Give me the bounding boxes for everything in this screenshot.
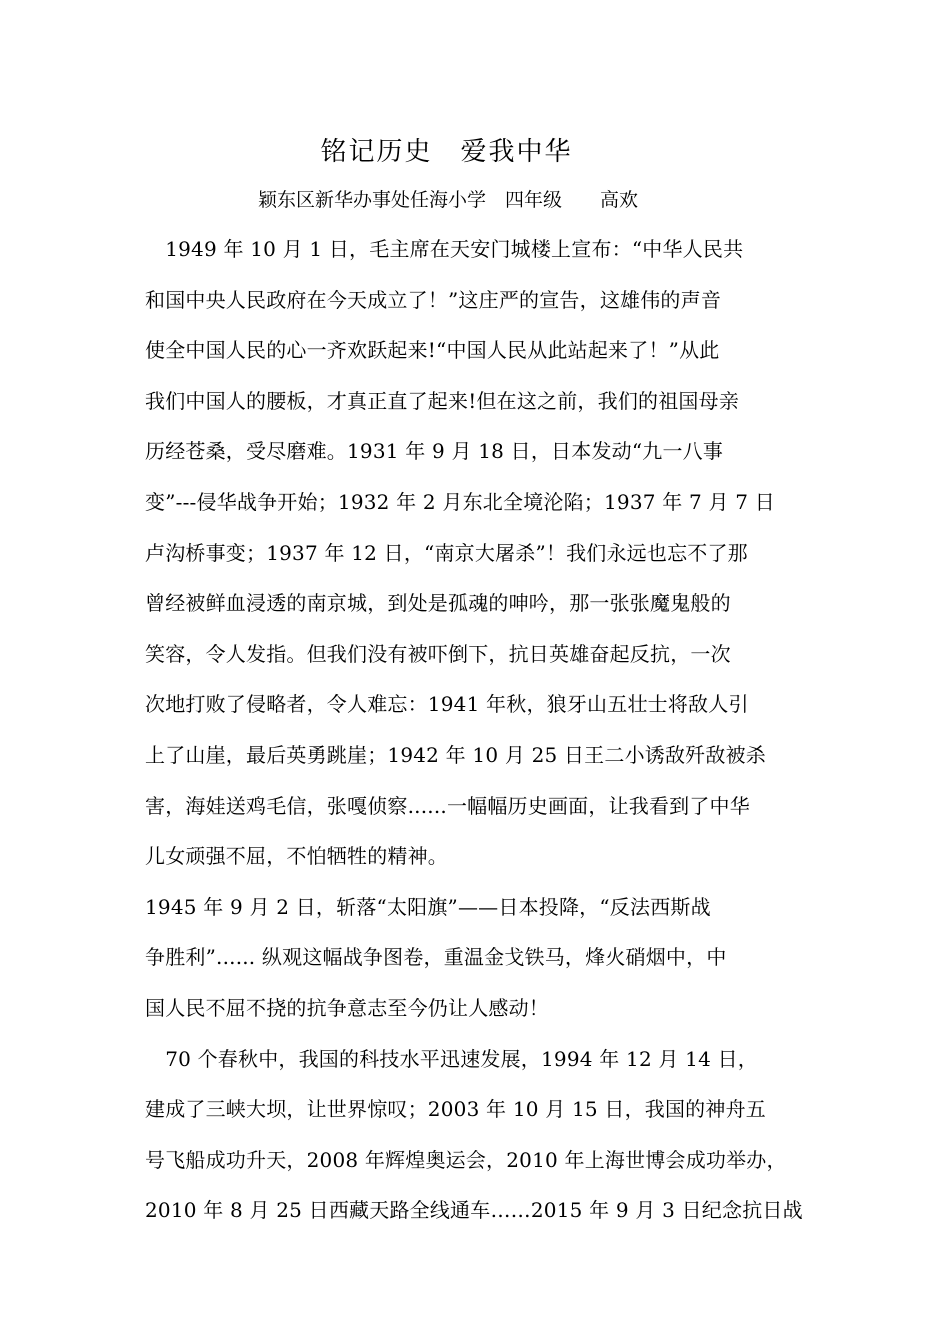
text-line: 70 个春秋中，我国的科技水平迅速发展，1994 年 12 月 14 日， [145, 1046, 758, 1071]
body-text [145, 230, 825, 1242]
text-line: 卢沟桥事变；1937 年 12 日，“南京大屠杀”！我们永远也忘不了那 [145, 540, 748, 565]
text-line: 上了山崖，最后英勇跳崖；1942 年 10 月 25 日王二小诱敌歼敌被杀 [145, 742, 766, 767]
text-line: 次地打败了侵略者，令人难忘：1941 年秋，狼牙山五壮士将敌人引 [145, 692, 749, 717]
text-line: 号飞船成功升天，2008 年辉煌奥运会，2010 年上海世博会成功举办， [145, 1147, 787, 1172]
text-line: 笑容，令人发指。但我们没有被吓倒下，抗日英雄奋起反抗，一次 [145, 641, 731, 666]
text-line: 使全中国人民的心一齐欢跃起来!“中国人民从此站起来了！”从此 [145, 338, 720, 363]
text-line: 和国中央人民政府在今天成立了！”这庄严的宣告，这雄伟的声音 [145, 287, 722, 312]
text-line: 儿女顽强不屈，不怕牺牲的精神。 [145, 844, 448, 869]
text-line: 害，海娃送鸡毛信，张嘎侦察......一幅幅历史画面，让我看到了中华 [145, 793, 750, 818]
text-line: 1945 年 9 月 2 日，斩落“太阳旗”——日本投降，“反法西斯战 [145, 894, 711, 919]
text-line: 1949 年 10 月 1 日，毛主席在天安门城楼上宣布：“中华人民共 [145, 237, 744, 261]
document-subtitle: 颖东区新华办事处任海小学 四年级 高欢 [258, 189, 639, 211]
text-line: 历经苍桑，受尽磨难。1931 年 9 月 18 日，日本发动“九一八事 [145, 439, 724, 464]
text-line: 曾经被鲜血浸透的南京城，到处是孤魂的呻吟，那一张张魔鬼般的 [145, 591, 731, 616]
text-line: 变”---侵华战争开始；1932 年 2 月东北全境沦陷；1937 年 7 月 7 日 [145, 489, 775, 514]
text-line: 争胜利”...... 纵观这幅战争图卷，重温金戈铁马，烽火硝烟中，中 [145, 945, 727, 970]
text-line: 国人民不屈不挠的抗争意志至今仍让人感动！ [145, 995, 549, 1020]
document-title: 铭记历史 爱我中华 [320, 137, 573, 167]
text-line: 2010 年 8 月 25 日西藏天路全线通车……2015 年 9 月 3 日纪念抗日战 [145, 1198, 803, 1223]
text-line: 我们中国人的腰板，才真正直了起来!但在这之前，我们的祖国母亲 [145, 388, 740, 413]
text-line: 建成了三峡大坝，让世界惊叹；2003 年 10 月 15 日，我国的神舟五 [145, 1097, 766, 1122]
